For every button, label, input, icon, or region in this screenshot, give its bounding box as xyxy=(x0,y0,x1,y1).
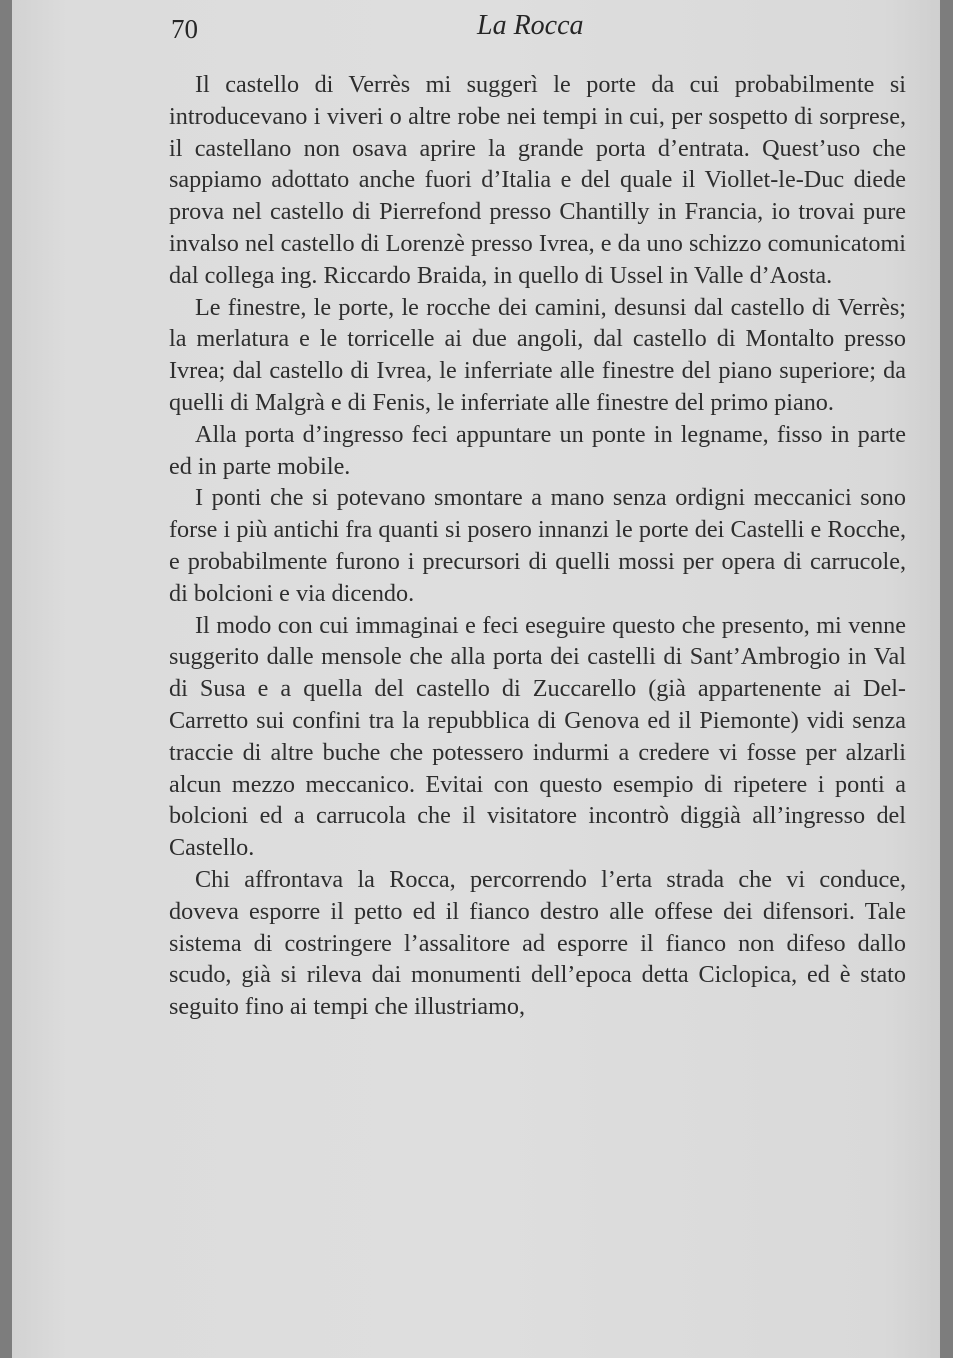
page-number: 70 xyxy=(171,14,198,44)
paragraph: I ponti che si potevano smontare a mano senza ordigni meccanici sono forse i più antichi fra quanti si posero innanzi le porte dei Castelli e Rocche, e probabilmente furono i precursori di quelli mossi per opera di carrucole, di bolcioni e via dicendo. xyxy=(169,484,906,607)
paragraph: Alla porta d’ingresso feci appuntare un ponte in legname, fisso in parte ed in parte mobile. xyxy=(169,420,906,480)
book-page xyxy=(12,0,940,1358)
page-header xyxy=(12,8,940,48)
paragraph: Le finestre, le porte, le rocche dei camini, desunsi dal castello di Verrès; la merlatura e le torricelle ai due angoli, dal castello di Montalto presso Ivrea; dal castello di Ivrea, le inferriate alle finestre del piano superiore; da quelli di Malgrà e di Fenis, le inferriate alle finestre del primo piano. xyxy=(169,293,906,416)
paragraph: Il modo con cui immaginai e feci eseguire questo che presento, mi venne suggerito dalle mensole che alla porta dei castelli di Sant’Ambrogio in Val di Susa e a quella del castello di Zuccarello (già appartenente ai Del-Carretto sui confini tra la repubblica di Genova ed il Piemonte) vidi senza traccie di altre buche che potessero indurmi a credere vi fosse per alzarli alcun mezzo meccanico. Evitai con questo esempio di ripetere i ponti a bolcioni ed a carrucola che il visitatore incontrò diggià all’ingresso del Castello. xyxy=(169,611,906,862)
body-text xyxy=(169,69,906,1023)
running-title: La Rocca xyxy=(477,10,584,41)
paragraph: Chi affrontava la Rocca, percorrendo l’erta strada che vi conduce, doveva esporre il petto ed il fianco destro alle offese dei difensori. Tale sistema di costringere l’assalitore ad esporre il fianco non difeso dallo scudo, già si rileva dai monumenti dell’epoca detta Ciclopica, ed è stato seguito fino ai tempi che illustriamo, xyxy=(169,865,906,1021)
paragraph: Il castello di Verrès mi suggerì le porte da cui probabilmente si introducevano i viveri o altre robe nei tempi in cui, per sospetto di sorprese, il castellano non osava aprire la grande porta d’entrata. Quest’uso che sappiamo adottato anche fuori d’Italia e del quale il Viollet-le-Duc diede prova nel castello di Pierrefond presso Chantilly in Francia, io trovai pure invalso nel castello di Lorenzè presso Ivrea, e da uno schizzo comunicatomi dal collega ing. Riccardo Braida, in quello di Ussel in Valle d’Aosta. xyxy=(169,71,906,289)
